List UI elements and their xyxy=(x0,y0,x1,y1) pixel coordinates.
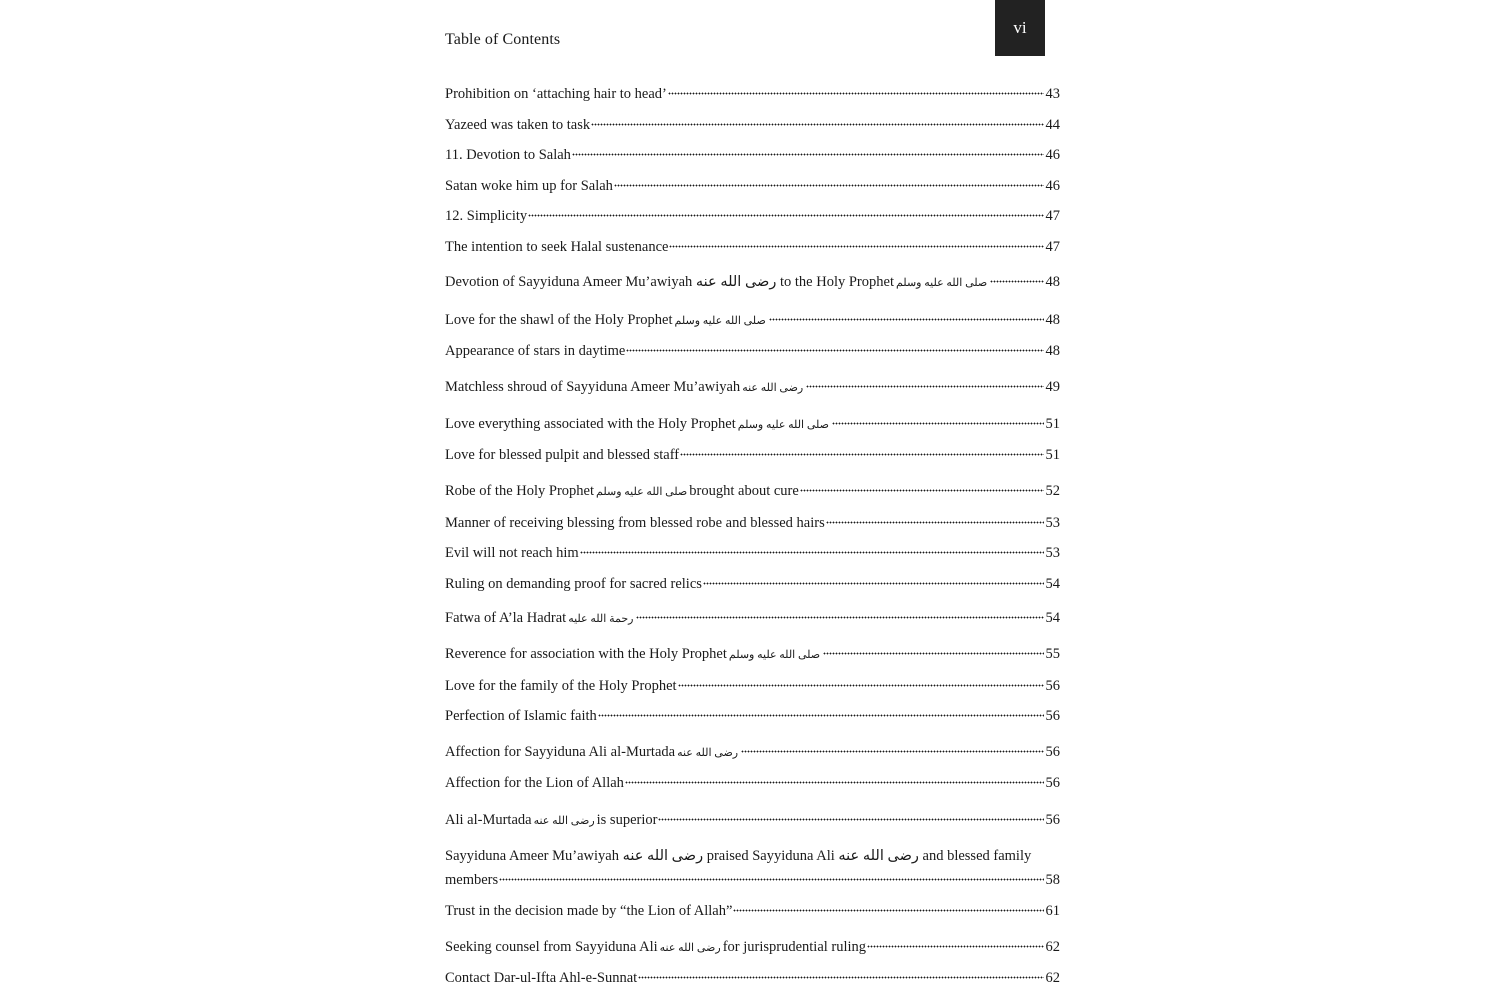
toc-page-number: 62 xyxy=(1045,939,1060,955)
toc-entry xyxy=(445,443,1060,467)
dot-leader xyxy=(580,548,1044,554)
dot-leader xyxy=(638,973,1044,979)
toc-entry-title: Ali al-Murtada xyxy=(445,812,532,828)
toc-entry-title: Love everything associated with the Holy Prophet xyxy=(445,416,736,432)
toc-entry-title: Devotion of Sayyiduna Ameer Mu’awiyah رضی الله عنه to the Holy Prophet xyxy=(445,274,894,290)
dot-leader xyxy=(499,875,1044,881)
toc-entry xyxy=(445,204,1060,228)
toc-entry xyxy=(445,704,1060,728)
dot-leader xyxy=(806,382,1044,388)
toc-page-number: 48 xyxy=(1045,312,1060,328)
toc-page-number: 56 xyxy=(1045,775,1060,791)
toc-page-number: 51 xyxy=(1045,416,1060,432)
honorific-calligraphy: صلی الله علیه وسلم xyxy=(895,277,988,289)
toc-entry-title: Affection for Sayyiduna Ali al-Murtada xyxy=(445,744,676,760)
toc-entry-title: Evil will not reach him xyxy=(445,545,579,561)
dot-leader xyxy=(591,120,1044,126)
dot-leader xyxy=(823,649,1044,655)
toc-entry-title: Perfection of Islamic faith xyxy=(445,708,597,724)
dot-leader xyxy=(528,211,1044,217)
toc-entry xyxy=(445,375,1060,400)
dot-leader xyxy=(826,518,1044,524)
toc-entry-title: Affection for the Lion of Allah xyxy=(445,775,624,791)
toc-page-number: 55 xyxy=(1045,646,1060,662)
toc-entry-title: Trust in the decision made by “the Lion of Allah” xyxy=(445,903,733,919)
toc-page-number: 46 xyxy=(1045,178,1060,194)
toc-page-number: 44 xyxy=(1045,117,1060,133)
toc-entry-title: Fatwa of A’la Hadrat xyxy=(445,610,567,626)
toc-page-number: 48 xyxy=(1045,343,1060,359)
toc-entry-title: Seeking counsel from Sayyiduna Ali xyxy=(445,939,658,955)
dot-leader xyxy=(832,419,1044,425)
toc-entry-title: Love for the family of the Holy Prophet xyxy=(445,678,677,694)
toc-entry-title: The intention to seek Halal sustenance xyxy=(445,239,669,255)
toc-entry xyxy=(445,844,1060,892)
dot-leader xyxy=(678,681,1044,687)
dot-leader xyxy=(668,89,1044,95)
toc-entry xyxy=(445,174,1060,198)
toc-entry xyxy=(445,771,1060,795)
toc-entry xyxy=(445,740,1060,765)
toc-entry-title-suffix: for jurisprudential ruling xyxy=(722,939,867,955)
honorific-calligraphy: رضی الله عنه xyxy=(677,747,739,759)
dot-leader xyxy=(769,315,1044,321)
honorific-calligraphy: صلی الله علیه وسلم xyxy=(737,419,830,431)
dot-leader xyxy=(669,242,1044,248)
dot-leader xyxy=(658,815,1044,821)
toc-page-number: 56 xyxy=(1045,708,1060,724)
toc-entry xyxy=(445,113,1060,137)
toc-page-number: 53 xyxy=(1045,515,1060,531)
toc-entry xyxy=(445,572,1060,596)
dot-leader xyxy=(733,906,1044,912)
dot-leader xyxy=(741,747,1044,753)
toc-entry-title: Yazeed was taken to task xyxy=(445,117,591,133)
toc-entry-title: Reverence for association with the Holy Prophet xyxy=(445,646,727,662)
toc-entry-title: Prohibition on ‘attaching hair to head’ xyxy=(445,86,667,102)
honorific-calligraphy: صلی الله علیه وسلم xyxy=(728,649,821,661)
toc-page-number: 48 xyxy=(1045,274,1060,290)
toc-page-number: 52 xyxy=(1045,483,1060,499)
toc-entry xyxy=(445,606,1060,631)
toc-page-number: 47 xyxy=(1045,208,1060,224)
toc-entry xyxy=(445,339,1060,363)
toc-entry xyxy=(445,966,1060,990)
dot-leader xyxy=(636,613,1044,619)
toc-entry xyxy=(445,235,1060,259)
toc-page-number: 54 xyxy=(1045,576,1060,592)
toc-entry-title: 11. Devotion to Salah xyxy=(445,147,571,163)
toc-page-number: 49 xyxy=(1045,379,1060,395)
honorific-calligraphy: رضی الله عنه xyxy=(659,942,721,954)
toc-entry-title: Love for the shawl of the Holy Prophet xyxy=(445,312,673,328)
toc-page-number: 62 xyxy=(1045,970,1060,986)
dot-leader xyxy=(680,450,1044,456)
dot-leader xyxy=(990,277,1044,283)
honorific-calligraphy: رضی الله عنه xyxy=(742,382,804,394)
toc-page-number: 46 xyxy=(1045,147,1060,163)
toc-entry xyxy=(445,541,1060,565)
dot-leader xyxy=(626,346,1044,352)
toc-entry-title: Manner of receiving blessing from blessed robe and blessed hairs xyxy=(445,515,825,531)
toc-entry-title: Sayyiduna Ameer Mu’awiyah رضی الله عنه praised Sayyiduna Ali رضی الله عنه and blessed family xyxy=(445,848,1032,864)
toc-entry xyxy=(445,479,1060,504)
toc-entry-title-continuation: members xyxy=(445,872,499,888)
toc-entry xyxy=(445,82,1060,106)
toc-entry-title: Satan woke him up for Salah xyxy=(445,178,613,194)
toc-entry xyxy=(445,308,1060,333)
dot-leader xyxy=(703,579,1044,585)
toc-entry xyxy=(445,270,1060,295)
toc-entry xyxy=(445,642,1060,667)
toc-entry xyxy=(445,511,1060,535)
toc-page-number: 56 xyxy=(1045,678,1060,694)
toc-entry xyxy=(445,899,1060,923)
toc-page-number: 58 xyxy=(1045,872,1060,888)
toc-page-number: 43 xyxy=(1045,86,1060,102)
toc-entry-title: Matchless shroud of Sayyiduna Ameer Mu’awiyah xyxy=(445,379,741,395)
dot-leader xyxy=(625,778,1044,784)
toc-page-number: 61 xyxy=(1045,903,1060,919)
dot-leader xyxy=(572,150,1044,156)
toc-entry xyxy=(445,412,1060,437)
toc-entry-title: Love for blessed pulpit and blessed staff xyxy=(445,447,680,463)
dot-leader xyxy=(867,942,1044,948)
dot-leader xyxy=(598,711,1044,717)
toc-entry-title: Ruling on demanding proof for sacred relics xyxy=(445,576,702,592)
toc-page-number: 56 xyxy=(1045,744,1060,760)
toc-entry-title: Robe of the Holy Prophet xyxy=(445,483,595,499)
honorific-calligraphy: صلی الله علیه وسلم xyxy=(674,315,766,327)
running-head: Table of Contents xyxy=(445,31,561,48)
toc-page-number: 51 xyxy=(1045,447,1060,463)
toc-entry-title: Appearance of stars in daytime xyxy=(445,343,626,359)
honorific-calligraphy: رضی الله عنه xyxy=(533,815,595,827)
toc-entry-title-suffix: brought about cure xyxy=(689,483,799,499)
toc-page-number: 47 xyxy=(1045,239,1060,255)
toc-entry xyxy=(445,808,1060,833)
dot-leader xyxy=(614,181,1044,187)
honorific-calligraphy: صلی الله علیه وسلم xyxy=(596,486,688,498)
toc-page-number: 56 xyxy=(1045,812,1060,828)
toc-entry-title-suffix: is superior xyxy=(596,812,658,828)
dot-leader xyxy=(800,486,1044,492)
toc-entry-title: 12. Simplicity xyxy=(445,208,528,224)
toc-entry xyxy=(445,143,1060,167)
toc-entry-title: Contact Dar-ul-Ifta Ahl-e-Sunnat xyxy=(445,970,638,986)
toc-entry xyxy=(445,674,1060,698)
toc-entry xyxy=(445,935,1060,960)
toc-page-number: 54 xyxy=(1045,610,1060,626)
page-number-tab: vi xyxy=(995,0,1045,56)
honorific-calligraphy: رحمة الله علیه xyxy=(568,613,634,625)
toc-page-number: 53 xyxy=(1045,545,1060,561)
